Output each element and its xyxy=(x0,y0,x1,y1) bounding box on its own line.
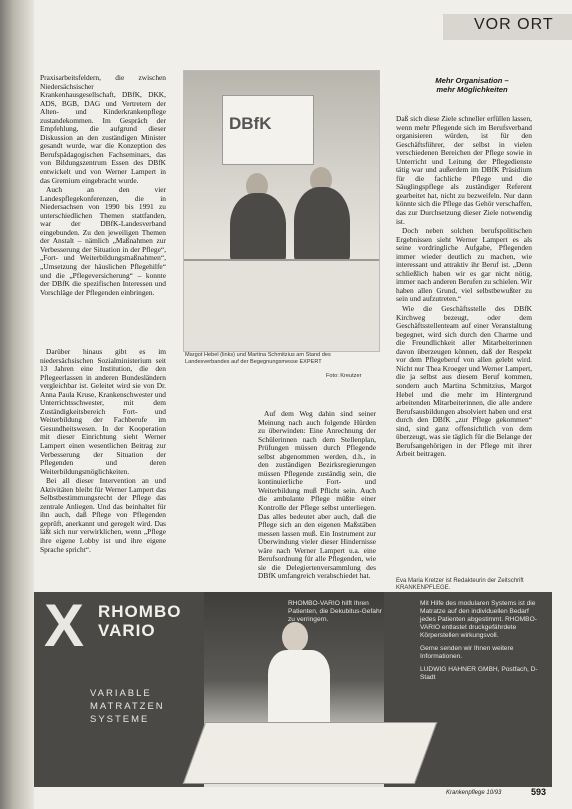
paragraph: Auch an den vier Landespflegekonferenzen, die in Niedersachsen von 1990 bis 1991 zu unterschiedlichen Themen stattfanden, war der DBfK-Landesverband eingebunden. Zu den jeweiligen Themen der Anstalt – nämlich „Maßnahmen zur Verbesserung der Situation in der Pflege“, „Fort- und Weiterbildungsmaßnahmen“, „Umsetzung der häuslichen Pflegehilfe“ und die „Pflegeversicherung“ – konnte der DBfK die spezifischen Interessen und Vorschläge der Pflegenden einbringen. xyxy=(40,185,166,297)
column-3 xyxy=(396,115,532,575)
ad-right-text xyxy=(420,600,542,687)
byline-line-2: KRANKENPFLEGE. xyxy=(396,585,451,591)
subheading-line-1: Mehr Organisation – xyxy=(435,76,509,85)
person-left xyxy=(230,193,286,263)
brand-logo-icon: X xyxy=(44,592,85,659)
paragraph: Wie die Geschäftsstelle des DBfK Kirchweg bezeugt, oder dem Geschäftsstellenteam auf einer Veranstaltung begegnet, wird sich durch den Charme und die Freundlichkeit aller Mitarbeiterinnen davon überzeugen können, daß der Respekt vor dem Pflegeberuf von allen gelebt wird. Nicht nur Thea Kroeger und Werner Lampert, die ja selbst aus diesem Beruf kommen, sondern auch Martina Schmitzius, Margot Hebel und die mehr im Hintergrund arbeitenden Mitarbeiterinnen, die alle andere Berufsausbildungen absolviert haben und erst durch den DBfK „zur Pflege gekommen“ sind, sind ganz offensichtlich von dem überzeugt, was sie täglich für die Belange der Berufsangehörigen in der Pflege mit ihrer Arbeit beitragen. xyxy=(396,304,532,459)
paragraph: Daß sich diese Ziele schneller erfüllen lassen, wenn mehr Pflegende sich im Berufsverband organisieren würden, ist für den Geschäftsführer, der selbst in vielen verschiedenen Bereichen der Pflege sowie in Unterricht und Leitung der Pflegedienste tätig war und außerdem im DBfK Präsidium für die fachliche Pflege und die Säuglingspflege als zuständiger Referent gearbeitet hat, nicht zu bezweifeln. Nur dann könnte sich die Pflege das Gehör verschaffen, das zur Durchsetzung dieser Ziele notwendig ist. xyxy=(396,115,532,226)
brand-name-2: VARIO xyxy=(98,621,156,640)
paragraph: Bei all dieser Intervention an und Aktivitäten bleibt für Werner Lampert das Selbstbestimmungsrecht der Pflege das zentrale Anliegen. Und das beinhaltet für ihn auch, daß Pflege von Pflegenden geprüft, anerkannt und geregelt wird. Das läßt sich nur verwirklichen, wenn „Pflege ihre eigene Lobby ist und ihre eigene Sprache spricht“. xyxy=(40,476,166,554)
author-byline xyxy=(396,578,536,592)
booth-sign xyxy=(222,95,314,165)
paragraph: Auf dem Weg dahin sind seiner Meinung nach auch folgende Hürden zu überwinden: Eine Anrechnung der Schülerinnen nach dem Stellenplan, Prüfungen müssen durch Pflegende selbst abgenommen werden, d.h., in den zuständigen Bezirksregierungen müssen Pflegende zuständig sein, die kontinuierliche Fort- und Weiterbildung muß Pflicht sein. Auch die ambulante Pflege müßte einer Kontrolle der Pflege selbst unterliegen. Das alles bedeutet aber auch, daß die Pflege sich an den eigenen Maßstäben messen lassen muß. Ein Instrument zur Überwindung vieler dieser Hindernisse wäre nach Werner Lampert u.a. eine Berufsordnung für alle Pflegenden, wie sie die Delegiertenversammlung des DBfK umfangreich verabschiedet hat. xyxy=(258,410,376,581)
tagline-line-3: SYSTEME xyxy=(90,714,150,725)
section-header: VOR ORT xyxy=(474,16,554,33)
model-body xyxy=(268,650,330,730)
advertisement xyxy=(34,592,552,787)
brand-name-1: RHOMBO xyxy=(98,602,182,621)
page-number: 593 xyxy=(531,787,547,797)
column-1-lower xyxy=(40,348,166,588)
booth-table xyxy=(184,259,379,352)
ad-text-block: Gerne senden wir Ihnen weitere Informationen. xyxy=(420,645,514,660)
tagline-line-2: MATRATZEN xyxy=(90,701,165,712)
paragraph: Praxisarbeitsfeldern, die zwischen Niedersächsischer Krankenhausgesellschaft, DBfK, DKK, ADS, BGB, DAG und Vertretern der Alten- und Kinderkrankenpflege zustandekommen. Im Gespräch der Empfehlung, die aufgrund dieser Diskussion an den zuständigen Minister gesandt wurde, war die Konzeption des Berufspädagogischen Fachseminars, das von Bildungszentrum Essen des DBfK entwickelt und von Werner Lampert in das Gremium eingebracht wurde. xyxy=(40,74,166,185)
photo-credit: Foto: Kreutzer xyxy=(326,373,362,379)
subheading-line-2: mehr Möglichkeiten xyxy=(436,85,508,94)
ad-middle-text: RHOMBO-VARIO hilft Ihren Patienten, die Dekubitus-Gefahr zu verringern. xyxy=(288,600,382,623)
model-head xyxy=(282,622,308,652)
booth-label: DBfK xyxy=(229,114,272,133)
person-right xyxy=(294,187,350,263)
ad-text-block: LUDWIG HAHNER GMBH, Postfach, D-Stadt xyxy=(420,666,538,681)
tagline-line-1: VARIABLE xyxy=(90,688,152,699)
binding-shadow xyxy=(0,0,34,809)
photo-caption: Margot Hebel (links) und Martina Schmitzius am Stand des Landesverbandes auf der Begegnungsmesse EXPERT xyxy=(185,352,331,365)
subheading xyxy=(412,76,532,94)
paragraph: Doch neben solchen berufspolitischen Ergebnissen sieht Werner Lampert es als seine vordringliche Aufgabe, Pflegenden immer wieder deutlich zu machen, wie interessant und attraktiv ihr Beruf ist. „Denn schließlich haben wir es gar nicht nötig, immer nach anderen Berufen zu schielen. Wir haben allen Grund, viel selbstbewußter zu sein und aufzutreten.“ xyxy=(396,226,532,304)
ad-text-block: Mit Hilfe des modularen Systems ist die Matratze auf den individuellen Bedarf jedes Patienten abgestimmt. RHOMBO-VARIO entlastet druckgefährdete Körperstellen wirkungsvoll. xyxy=(420,600,537,639)
paragraph: Darüber hinaus gibt es im niedersächsischen Sozialministerium seit 13 Jahren eine Institution, die den Pflegeerlassen in anderen Bundesländern vergleichbar ist. Geleitet wird sie von Dr. Anna Paula Kruse, Krankenschwester und Unterrichtsschwester, mit dem Zuständigkeitsbereich Fort- und Weiterbildung der Fachberufe im Gesundheitswesen. In der Kooperation mit dieser Einrichtung sieht Werner Lampert einen wesentlichen Beitrag zur Verbesserung der Situation der Pflegenden und deren Weiterbildungsmöglichkeiten. xyxy=(40,348,166,476)
byline-line-1: Eva Maria Kretzer ist Redakteurin der Zeitschrift xyxy=(396,578,524,584)
mattress-graphic xyxy=(183,722,438,784)
article-photo xyxy=(183,70,380,352)
issue-label: Krankenpflege 10/93 xyxy=(446,790,502,796)
column-2 xyxy=(258,410,376,588)
